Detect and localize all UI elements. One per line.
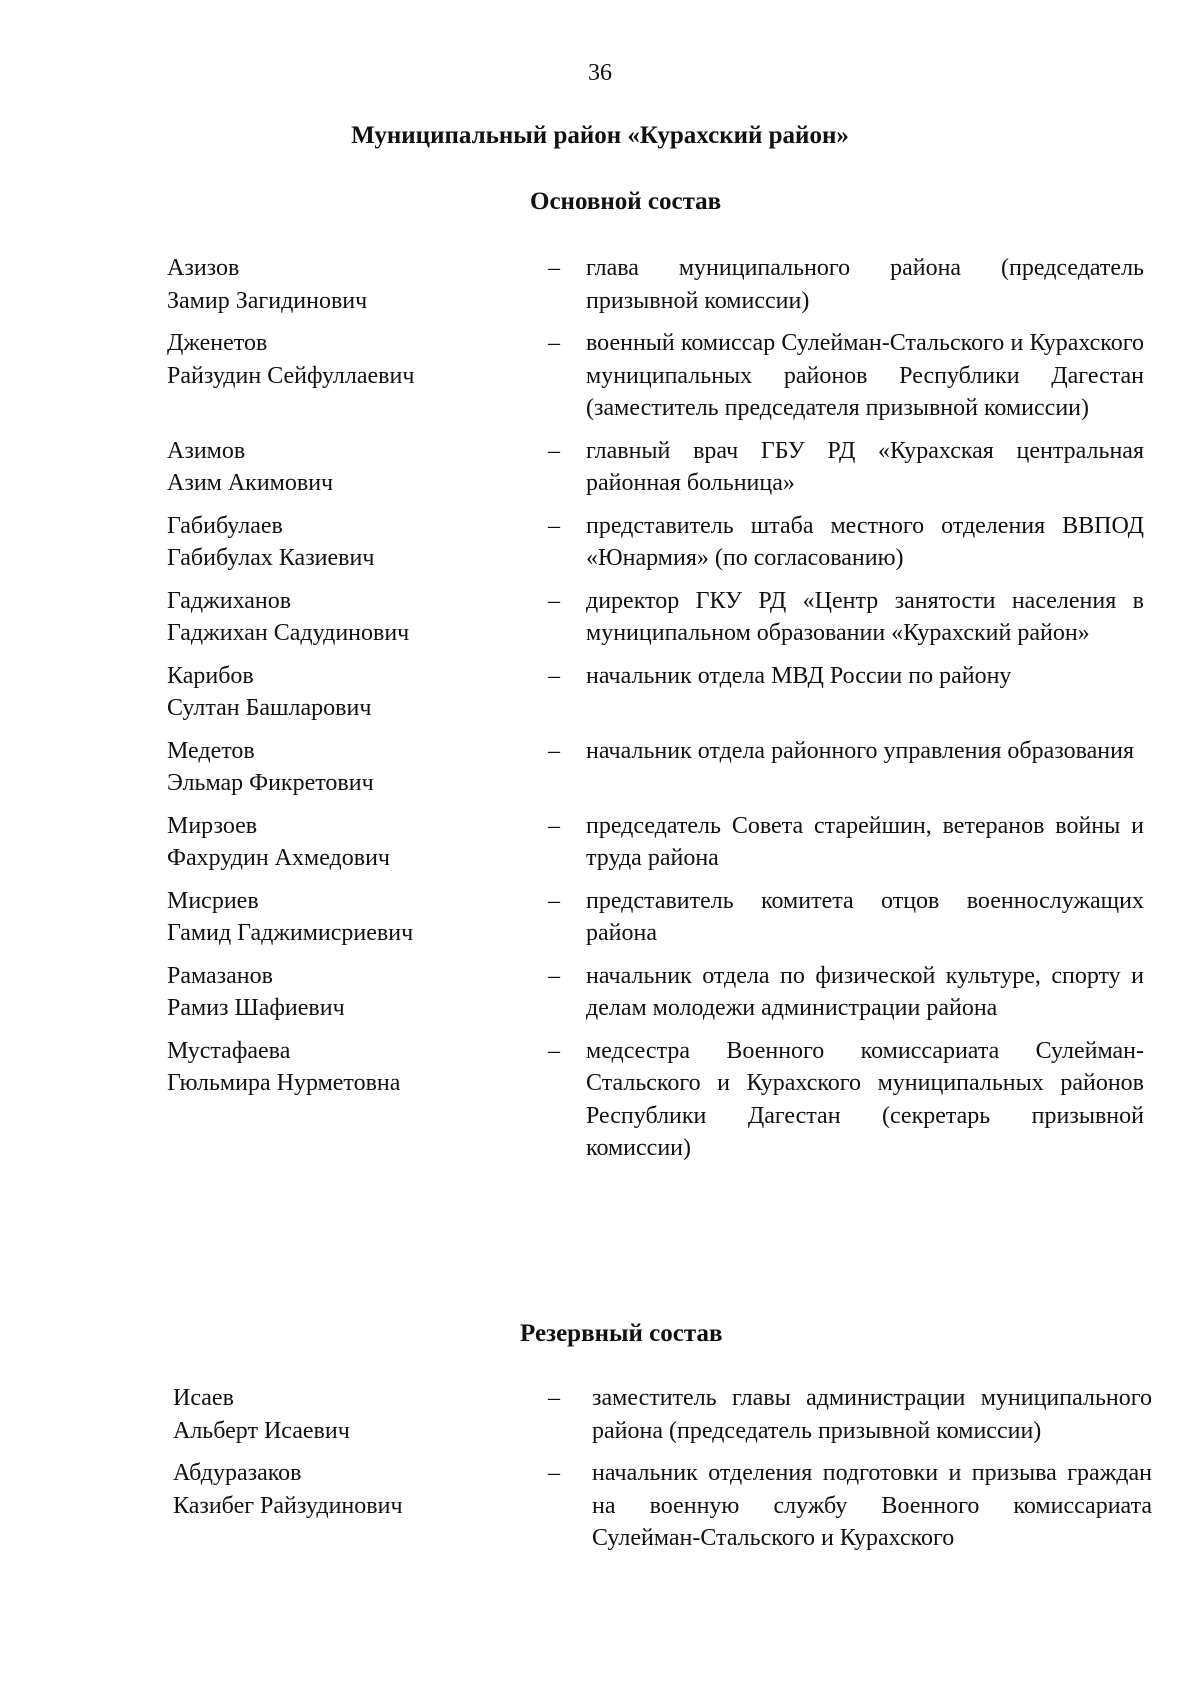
page-number: 36 (588, 60, 612, 86)
reserve-members-list (0, 1382, 1200, 1565)
reserve-section-title: Резервный состав (520, 1320, 723, 1347)
dash-separator: – (548, 437, 560, 464)
member-name (0, 960, 543, 1025)
member-surname: Азимов (167, 437, 246, 464)
member-name (0, 1457, 543, 1522)
main-members-list (0, 252, 1200, 1175)
member-row (0, 810, 1200, 875)
dash-separator: – (548, 737, 560, 764)
member-surname: Дженетов (167, 330, 268, 356)
member-given-names: Рамиз Шафиевич (167, 995, 345, 1021)
member-role: заместитель главы администрации муниципального района (председатель призывной комиссии) (592, 1385, 1152, 1444)
member-surname: Гаджиханов (167, 587, 292, 614)
member-role: медсестра Военного комиссариата Сулейман-Стальского и Курахского муниципальных районов Республики Дагестан (секретарь призывной комиссии) (586, 1037, 1144, 1161)
member-role: председатель Совета старейшин, ветеранов войны и труда района (586, 812, 1144, 871)
main-section-title: Основной состав (530, 188, 722, 215)
member-given-names: Гюльмира Нурметовна (167, 1070, 401, 1096)
member-surname: Мустафаева (167, 1037, 291, 1064)
member-given-names: Райзудин Сейфуллаевич (167, 362, 415, 389)
dash-separator: – (548, 1037, 560, 1064)
member-name (0, 252, 543, 317)
district-title: Муниципальный район «Курахский район» (351, 122, 849, 149)
member-name (0, 435, 543, 500)
member-name (0, 735, 543, 800)
dash-separator: – (548, 887, 560, 914)
member-row (0, 1457, 1200, 1555)
member-role: представитель комитета отцов военнослужащих района (586, 887, 1144, 946)
member-given-names: Султан Башларович (167, 695, 372, 721)
member-role: начальник отдела районного управления образования (586, 737, 1134, 764)
member-role: военный комиссар Сулейман-Стальского и Курахского муниципальных районов Республики Дагестан (заместитель председателя призывной комиссии) (586, 330, 1144, 421)
member-given-names: Казибег Райзудинович (173, 1492, 403, 1519)
member-surname: Габибулаев (167, 512, 283, 539)
member-surname: Азизов (167, 255, 240, 281)
member-role: глава муниципального района (председатель призывной комиссии) (586, 255, 1144, 314)
member-given-names: Эльмар Фикретович (167, 770, 374, 796)
member-name (0, 510, 543, 575)
member-row (0, 252, 1200, 317)
member-name (0, 1035, 543, 1100)
dash-separator: – (548, 587, 560, 614)
member-role: представитель штаба местного отделения ВВПОД «Юнармия» (по согласованию) (586, 512, 1144, 571)
dash-separator: – (548, 1460, 560, 1486)
member-surname: Исаев (173, 1385, 234, 1411)
member-row (0, 885, 1200, 950)
member-given-names: Фахрудин Ахмедович (167, 845, 390, 871)
member-role: директор ГКУ РД «Центр занятости населения в муниципальном образовании «Курахский район» (586, 587, 1144, 646)
member-given-names: Замир Загидинович (167, 287, 368, 314)
member-given-names: Азим Акимович (167, 470, 334, 496)
member-surname: Медетов (167, 737, 255, 764)
member-role: начальник отдела МВД России по району (586, 662, 1012, 689)
member-name (0, 810, 543, 875)
member-row (0, 660, 1200, 725)
member-name (0, 660, 543, 725)
member-row (0, 1035, 1200, 1165)
member-row (0, 735, 1200, 800)
member-surname: Мисриев (167, 887, 259, 914)
dash-separator: – (548, 962, 560, 989)
member-role: главный врач ГБУ РД «Курахская центральная районная больница» (586, 437, 1144, 496)
member-row (0, 327, 1200, 425)
member-surname: Абдуразаков (173, 1460, 302, 1486)
dash-separator: – (548, 255, 560, 281)
member-row (0, 585, 1200, 650)
member-row (0, 1382, 1200, 1447)
member-surname: Рамазанов (167, 962, 273, 989)
member-role: начальник отделения подготовки и призыва граждан на военную службу Военного комиссариата Сулейман-Стальского и Курахского (592, 1460, 1152, 1551)
member-name (0, 327, 543, 392)
member-given-names: Альберт Исаевич (173, 1417, 350, 1444)
member-name (0, 1382, 543, 1447)
member-given-names: Гаджихан Садудинович (167, 620, 410, 646)
member-given-names: Габибулах Казиевич (167, 545, 375, 571)
member-row (0, 435, 1200, 500)
dash-separator: – (548, 1385, 560, 1411)
member-name (0, 585, 543, 650)
dash-separator: – (548, 662, 560, 689)
dash-separator: – (548, 512, 560, 539)
member-role: начальник отдела по физической культуре, спорту и делам молодежи администрации района (586, 962, 1144, 1021)
member-row (0, 960, 1200, 1025)
dash-separator: – (548, 330, 560, 356)
member-surname: Мирзоев (167, 812, 258, 839)
member-surname: Карибов (167, 662, 254, 689)
member-row (0, 510, 1200, 575)
member-given-names: Гамид Гаджимисриевич (167, 920, 414, 946)
member-name (0, 885, 543, 950)
dash-separator: – (548, 812, 560, 839)
